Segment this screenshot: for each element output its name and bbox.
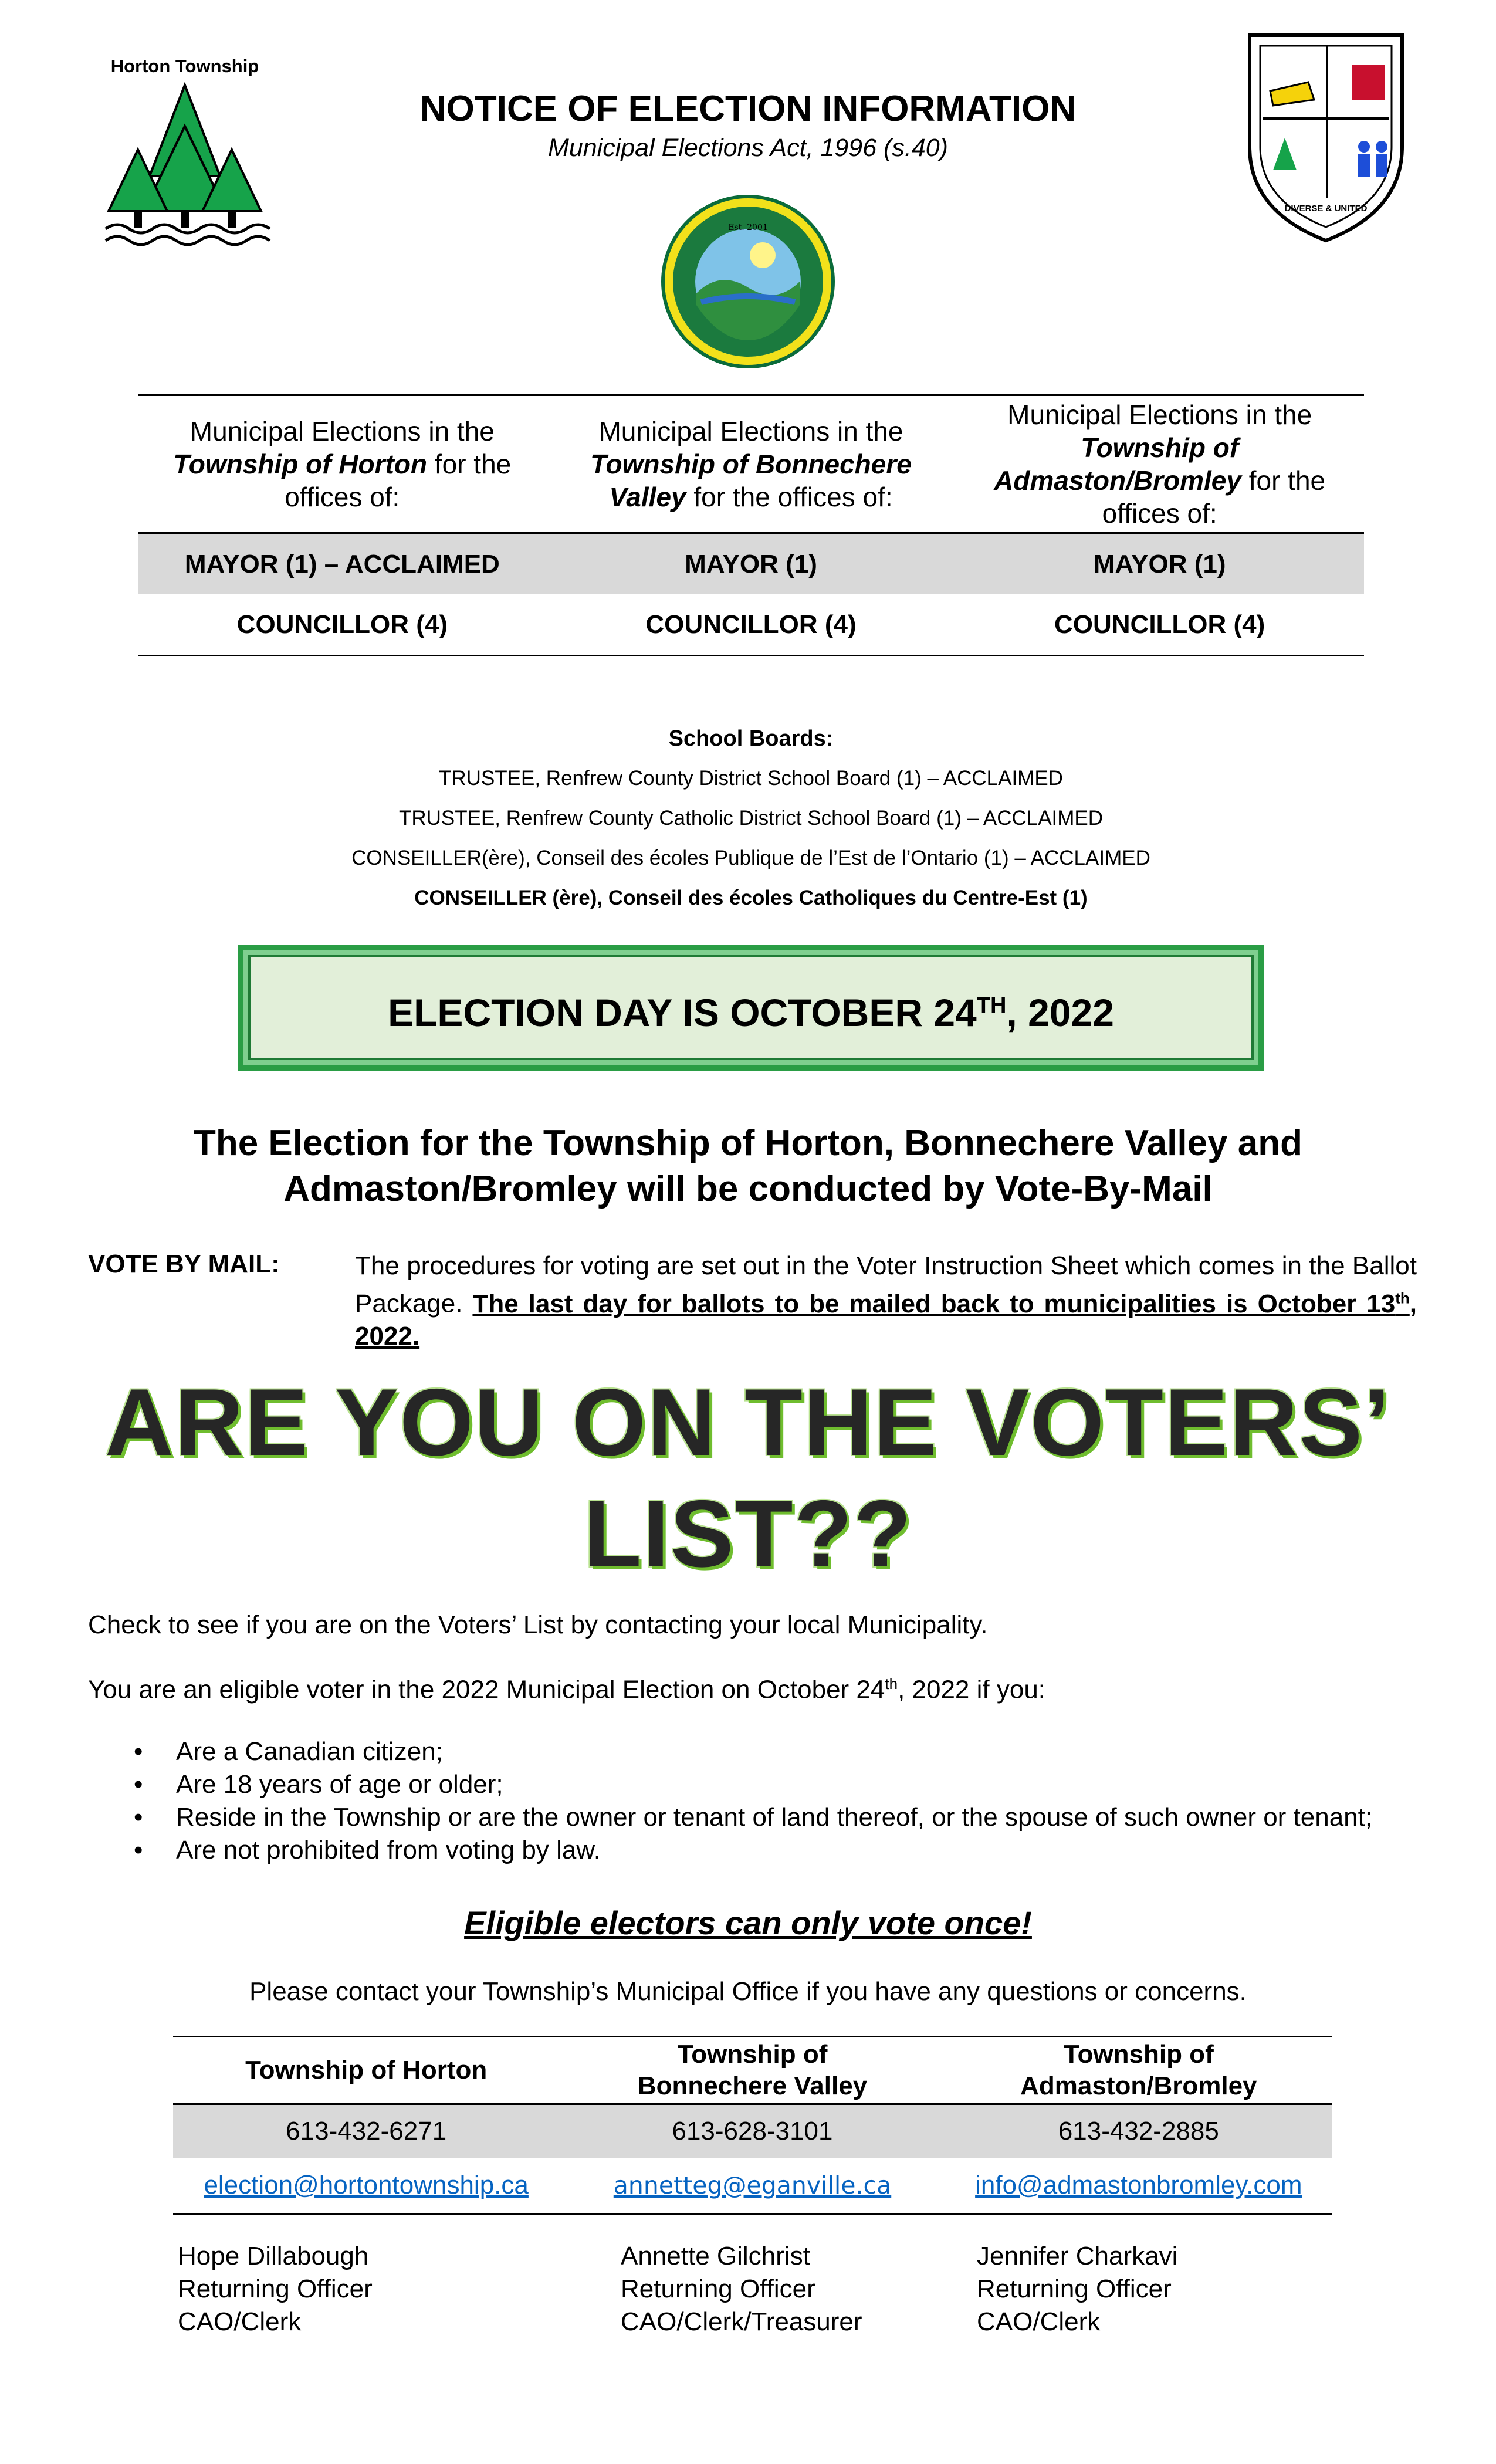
- signature-horton: [178, 2240, 373, 2338]
- election-day-box: [238, 945, 1264, 1071]
- email-admaston-link[interactable]: info@admastonbromley.com: [975, 2171, 1302, 2199]
- phone-admaston: 613-432-2885: [946, 2104, 1332, 2158]
- seal-est: Est. 2001: [728, 223, 768, 232]
- vote-once-notice: Eligible electors can only vote once!: [464, 1904, 1032, 1941]
- offices-table: [138, 394, 1364, 656]
- mayor-bonnechere: MAYOR (1): [547, 533, 956, 595]
- email-horton-cell: [173, 2158, 559, 2214]
- list-item: • Are 18 years of age or older;: [88, 1768, 1426, 1801]
- offices-col-bonnechere: Municipal Elections in the Township of Bonnechere Valley for the offices of:: [547, 395, 956, 533]
- notice-title: NOTICE OF ELECTION INFORMATION: [419, 89, 1077, 129]
- signature-title: CAO/Clerk/Treasurer: [621, 2307, 862, 2336]
- email-admaston-cell: [946, 2158, 1332, 2214]
- signature-role: Returning Officer: [621, 2275, 815, 2303]
- vote-by-mail-label: VOTE BY MAIL:: [88, 1250, 280, 1278]
- notice-subtitle: Municipal Elections Act, 1996 (s.40): [548, 134, 948, 162]
- school-board-item: CONSEILLER(ère), Conseil des écoles Publique de l’Est de l’Ontario (1) – ACCLAIMED: [351, 847, 1150, 869]
- signature-role: Returning Officer: [178, 2275, 373, 2303]
- contact-header-admaston: Township of Admaston/Bromley: [946, 2037, 1332, 2104]
- signature-role: Returning Officer: [977, 2275, 1172, 2303]
- offices-col-horton: Municipal Elections in the Township of Horton for the offices of:: [138, 395, 547, 533]
- signature-title: CAO/Clerk: [178, 2307, 302, 2336]
- signature-name: Annette Gilchrist: [621, 2242, 810, 2270]
- township-seal-icon: [660, 194, 836, 370]
- list-item: • Reside in the Township or are the owner or tenant of land thereof, or the spouse of such owner or tenant;: [88, 1801, 1426, 1834]
- mayor-horton: MAYOR (1) – ACCLAIMED: [138, 533, 547, 595]
- school-board-item: TRUSTEE, Renfrew County Catholic District School Board (1) – ACCLAIMED: [398, 807, 1104, 830]
- voters-list-heading: ARE YOU ON THE VOTERS’ LIST??: [104, 1369, 1392, 1587]
- vote-by-mail-text: The procedures for voting are set out in the Voter Instruction Sheet which comes in the Ballot Package. The last day for ballots to be mailed back to municipalities is October 13th, 2022.: [355, 1251, 1417, 1351]
- signature-title: CAO/Clerk: [977, 2307, 1101, 2336]
- horton-township-logo: [88, 56, 282, 243]
- phone-horton: 613-432-6271: [173, 2104, 559, 2158]
- bonnechere-valley-seal: [660, 194, 836, 370]
- eligibility-criteria: [88, 1735, 1426, 1867]
- signature-bonnechere: [621, 2240, 862, 2338]
- contact-header-horton: Township of Horton: [173, 2037, 559, 2104]
- check-voters-list-text: Check to see if you are on the Voters’ List by contacting your local Municipality.: [88, 1610, 988, 1639]
- signature-admaston: [977, 2240, 1177, 2338]
- email-bonnechere-link[interactable]: annetteg@eganville.ca: [613, 2171, 892, 2199]
- election-day-text: ELECTION DAY IS OCTOBER 24TH, 2022: [388, 991, 1114, 1034]
- signature-name: Jennifer Charkavi: [977, 2242, 1178, 2270]
- list-item: • Are a Canadian citizen;: [88, 1735, 1426, 1768]
- contact-office-text: Please contact your Township’s Municipal Office if you have any questions or concerns.: [249, 1977, 1247, 2006]
- email-horton-link[interactable]: election@hortontownship.ca: [204, 2171, 529, 2199]
- contact-table: [173, 2036, 1332, 2215]
- list-item: • Are not prohibited from voting by law.: [88, 1834, 1426, 1867]
- crest-motto: DIVERSE & UNITED: [1284, 204, 1368, 214]
- admaston-bromley-crest: [1238, 23, 1414, 246]
- councillor-horton: COUNCILLOR (4): [138, 594, 547, 656]
- signature-name: Hope Dillabough: [178, 2242, 369, 2270]
- councillor-admaston: COUNCILLOR (4): [955, 594, 1364, 656]
- crest-shield-icon: [1238, 23, 1414, 246]
- mayor-admaston: MAYOR (1): [955, 533, 1364, 595]
- horton-logo-label: Horton Township: [110, 56, 259, 76]
- school-board-item: CONSEILLER (ère), Conseil des écoles Catholiques du Centre-Est (1): [414, 886, 1088, 909]
- pine-trees-icon: [88, 79, 282, 249]
- phone-bonnechere: 613-628-3101: [559, 2104, 945, 2158]
- school-board-item: TRUSTEE, Renfrew County District School Board (1) – ACCLAIMED: [439, 767, 1063, 790]
- contact-header-bonnechere: Township of Bonnechere Valley: [559, 2037, 945, 2104]
- vote-by-mail-heading: The Election for the Township of Horton, Bonnechere Valley and Admaston/Bromley will be conducted by Vote-By-Mail: [193, 1123, 1303, 1209]
- school-boards-heading: School Boards:: [668, 726, 834, 751]
- school-boards: [138, 719, 1364, 918]
- offices-col-admaston: Municipal Elections in the Township of Admaston/Bromley for the offices of:: [955, 395, 1364, 533]
- councillor-bonnechere: COUNCILLOR (4): [547, 594, 956, 656]
- eligible-voter-text: You are an eligible voter in the 2022 Municipal Election on October 24th, 2022 if you:: [88, 1675, 1046, 1704]
- email-bonnechere-cell: [559, 2158, 945, 2214]
